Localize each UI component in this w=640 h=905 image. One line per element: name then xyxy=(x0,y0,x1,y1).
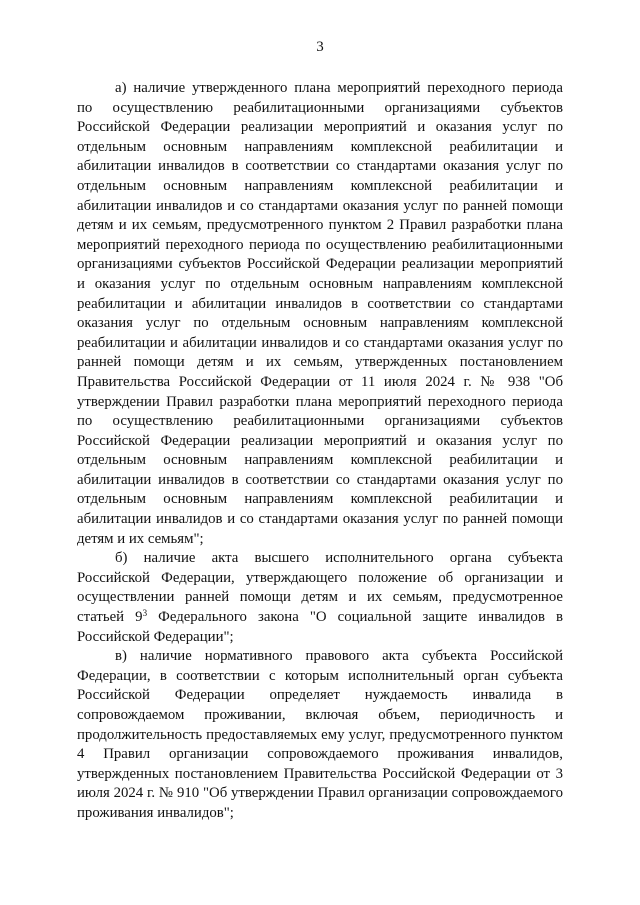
paragraph-b-text-after: Федерального закона "О социальной защите инвалидов в Российской Федерации"; xyxy=(77,609,563,645)
paragraph-c: в) наличие нормативного правового акта субъекта Российской Федерации, в соответствии с которым исполнительный орган субъекта Российской Федерации определяет нуждаемость инвалида в сопровождаемом проживании, включая объем, периодичность и продолжительность предоставляемых ему услуг, предусмотренного пунктом 4 Правил организации сопровождаемого проживания инвалидов, утвержденных постановлением Правительства Российской Федерации от 3 июля 2024 г. № 910 "Об утверждении Правил организации сопровождаемого проживания инвалидов"; xyxy=(77,648,563,821)
paragraph-a: а) наличие утвержденного плана мероприятий переходного периода по осуществлению реабилитационными организациями субъектов Российской Федерации реализации мероприятий и оказания услуг по отдельным основным направлениям комплексной реабилитации и абилитации инвалидов в соответствии со стандартами оказания услуг по отдельным основным направлениям комплексной реабилитации и абилитации инвалидов и со стандартами оказания услуг по ранней помощи детям и их семьям, предусмотренного пунктом 2 Правил разработки плана мероприятий переходного периода по осуществлению реабилитационными организациями субъектов Российской Федерации реализации мероприятий и оказания услуг по отдельным основным направлениям комплексной реабилитации и абилитации инвалидов в соответствии со стандартами оказания услуг по отдельным основным направлениям комплексной реабилитации и абилитации инвалидов и со стандартами оказания услуг по ранней помощи детям и их семьям, утвержденных постановлением Правительства Российской Федерации от 11 июля 2024 г. № 938 "Об утверждении Правил разработки плана мероприятий переходного периода по осуществлению реабилитационными организациями субъектов Российской Федерации реализации мероприятий и оказания услуг по отдельным основным направлениям комплексной реабилитации и абилитации инвалидов в соответствии со стандартами оказания услуг по отдельным основным направлениям комплексной реабилитации и абилитации инвалидов и со стандартами оказания услуг по ранней помощи детям и их семьям"; xyxy=(77,80,563,547)
article-superscript: 3 xyxy=(142,608,148,619)
document-body xyxy=(77,79,563,824)
paragraph-b xyxy=(77,549,563,647)
page-number: 3 xyxy=(316,39,324,55)
paragraph-b-text-before: б) наличие акта высшего исполнительного органа субъекта Российской Федерации, утверждающего положение об организации и осуществлении ранней помощи детям и их семьям, предусмотренное статьей 9 xyxy=(77,550,563,626)
